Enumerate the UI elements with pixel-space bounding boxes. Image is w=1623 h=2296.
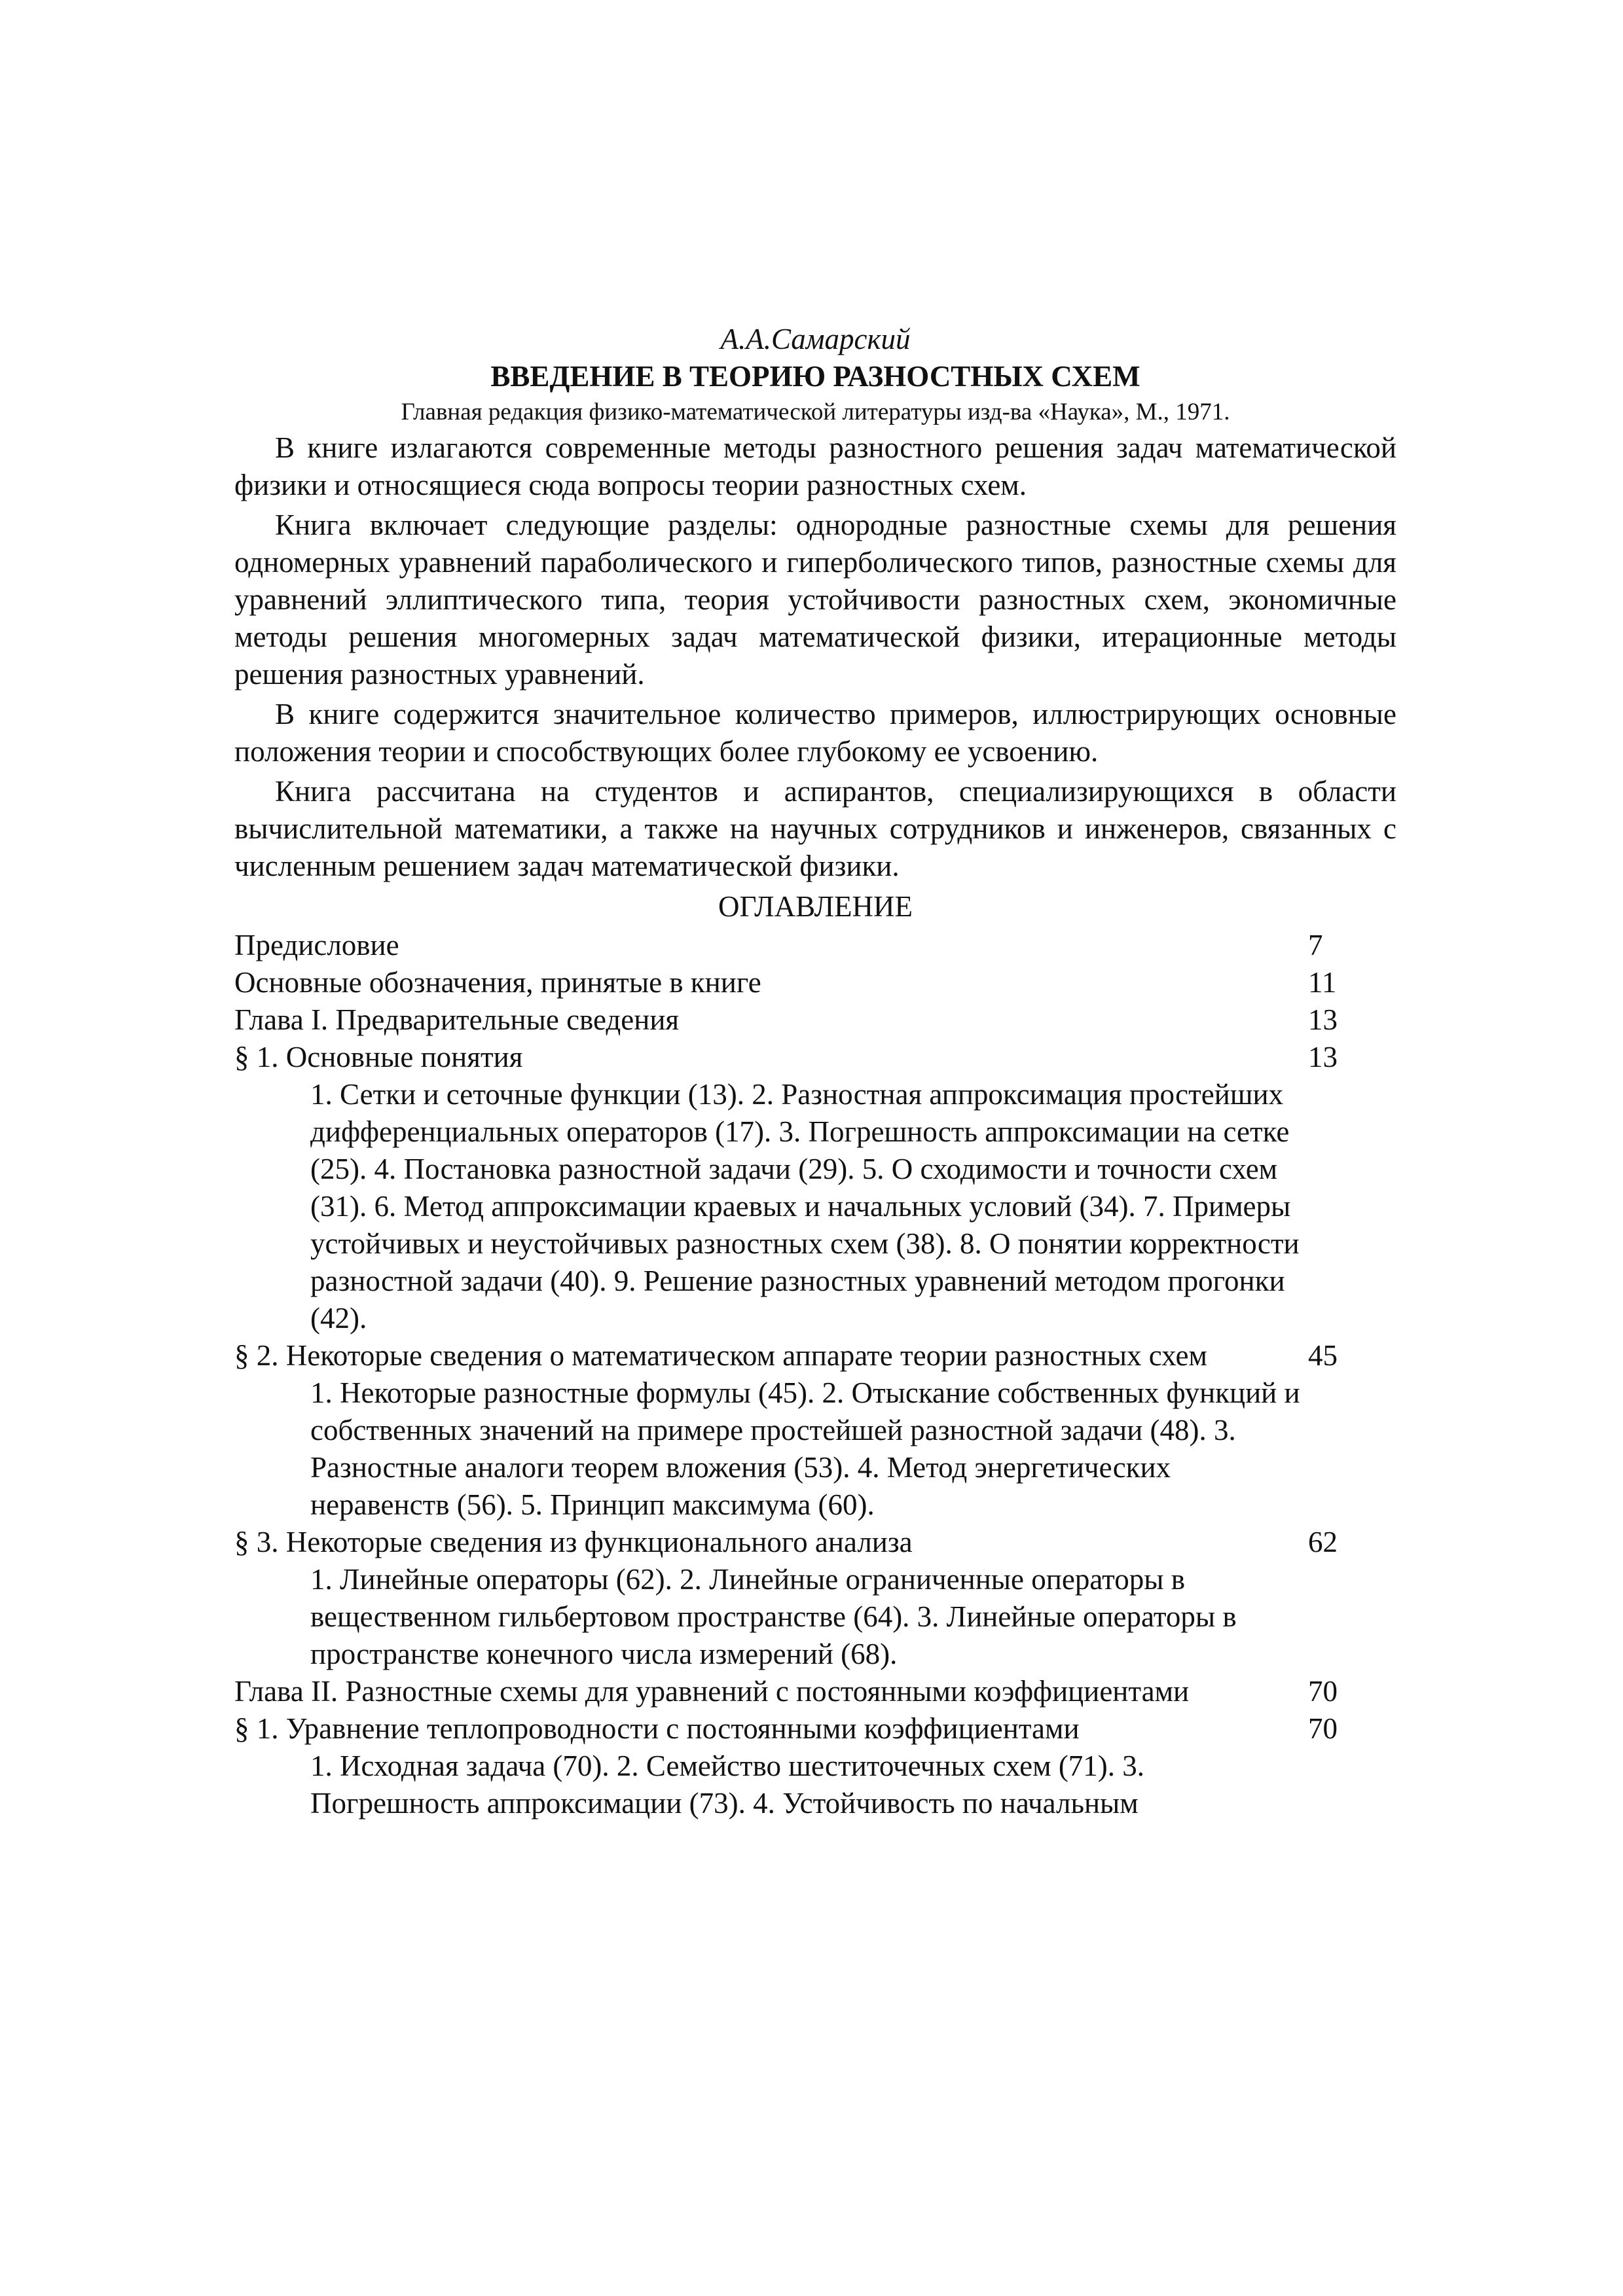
toc-entry — [234, 1673, 1396, 1710]
toc-entry — [234, 1710, 1396, 1748]
toc-entry-title: § 1. Основные понятия — [234, 1041, 523, 1073]
toc-entry — [234, 1039, 1396, 1076]
toc-entry-page: 11 — [1308, 966, 1337, 999]
toc-entry-title: § 3. Некоторые сведения из функционального анализа — [234, 1526, 913, 1558]
toc-entry-title: Глава II. Разностные схемы для уравнений с постоянными коэффициентами — [234, 1675, 1190, 1708]
toc-entry-page: 13 — [1308, 1003, 1338, 1036]
toc-entry-page: 62 — [1308, 1526, 1338, 1558]
toc-subsections: 1. Исходная задача (70). 2. Семейство шеститочечных схем (71). 3. Погрешность аппроксимации (73). 4. Устойчивость по начальным — [310, 1749, 1145, 1820]
abstract — [234, 429, 1396, 885]
toc-entry-page: 45 — [1308, 1339, 1338, 1372]
book-title: ВВЕДЕНИЕ В ТЕОРИЮ РАЗНОСТНЫХ СХЕМ — [490, 360, 1140, 393]
toc-entry — [234, 1524, 1396, 1561]
toc-entry-title: § 1. Уравнение теплопроводности с постоянными коэффициентами — [234, 1712, 1080, 1745]
publisher-line: Главная редакция физико-математической литературы изд-ва «Наука», М., 1971. — [401, 399, 1230, 425]
abstract-paragraph: В книге содержится значительное количество примеров, иллюстрирующих основные положения теории и способствующих более глубокому ее усвоению. — [234, 698, 1396, 768]
toc-entry-page: 70 — [1308, 1675, 1338, 1708]
toc-entry-title: § 2. Некоторые сведения о математическом аппарате теории разностных схем — [234, 1339, 1207, 1372]
toc-entry-page: 70 — [1308, 1712, 1338, 1745]
toc-entry-title: Глава I. Предварительные сведения — [234, 1003, 680, 1036]
table-of-contents — [234, 927, 1396, 1822]
toc-heading: ОГЛАВЛЕНИЕ — [718, 890, 913, 923]
toc-entry — [234, 1001, 1396, 1039]
abstract-paragraph: Книга включает следующие разделы: однородные разностные схемы для решения одномерных уравнений параболического и гиперболического типов, разностные схемы для уравнений эллиптического типа, теория устойчивости разностных схем, экономичные методы решения многомерных задач математической физики, итерационные методы решения разностных уравнений. — [234, 509, 1396, 691]
toc-entry-page: 7 — [1308, 929, 1323, 961]
toc-subsections: 1. Линейные операторы (62). 2. Линейные ограниченные операторы в вещественном гильбертовом пространстве (64). 3. Линейные операторы в пространстве конечного числа измерений (68). — [310, 1563, 1237, 1670]
toc-subsections: 1. Сетки и сеточные функции (13). 2. Разностная аппроксимация простейших дифференциальных операторов (17). 3. Погрешность аппроксимации на сетке (25). 4. Постановка разностной задачи (29). 5. О сходимости и точности схем (31). 6. Метод аппроксимации краевых и начальных условий (34). 7. Примеры устойчивых и неустойчивых разностных схем (38). 8. О понятии корректности разностной задачи (40). 9. Решение разностных уравнений методом прогонки (42). — [310, 1078, 1300, 1335]
toc-entry — [234, 927, 1396, 964]
toc-entry-page: 13 — [1308, 1041, 1338, 1073]
toc-entry — [234, 1337, 1396, 1374]
toc-subsections: 1. Некоторые разностные формулы (45). 2. Отыскание собственных функций и собственных значений на примере простейшей разностной задачи (48). 3. Разностные аналоги теорем вложения (53). 4. Метод энергетических неравенств (56). 5. Принцип максимума (60). — [310, 1376, 1300, 1521]
toc-entry-title: Предисловие — [234, 929, 399, 961]
abstract-paragraph: Книга рассчитана на студентов и аспирантов, специализирующихся в области вычислительной математики, а также на научных сотрудников и инженеров, связанных с численным решением задач математической физики. — [234, 775, 1396, 882]
document-page — [234, 321, 1396, 1822]
author-name: А.А.Самарский — [720, 323, 911, 355]
abstract-paragraph: В книге излагаются современные методы разностного решения задач математической физики и относящиеся сюда вопросы теории разностных схем. — [234, 431, 1396, 501]
toc-entry — [234, 964, 1396, 1001]
toc-entry-title: Основные обозначения, принятые в книге — [234, 966, 761, 999]
